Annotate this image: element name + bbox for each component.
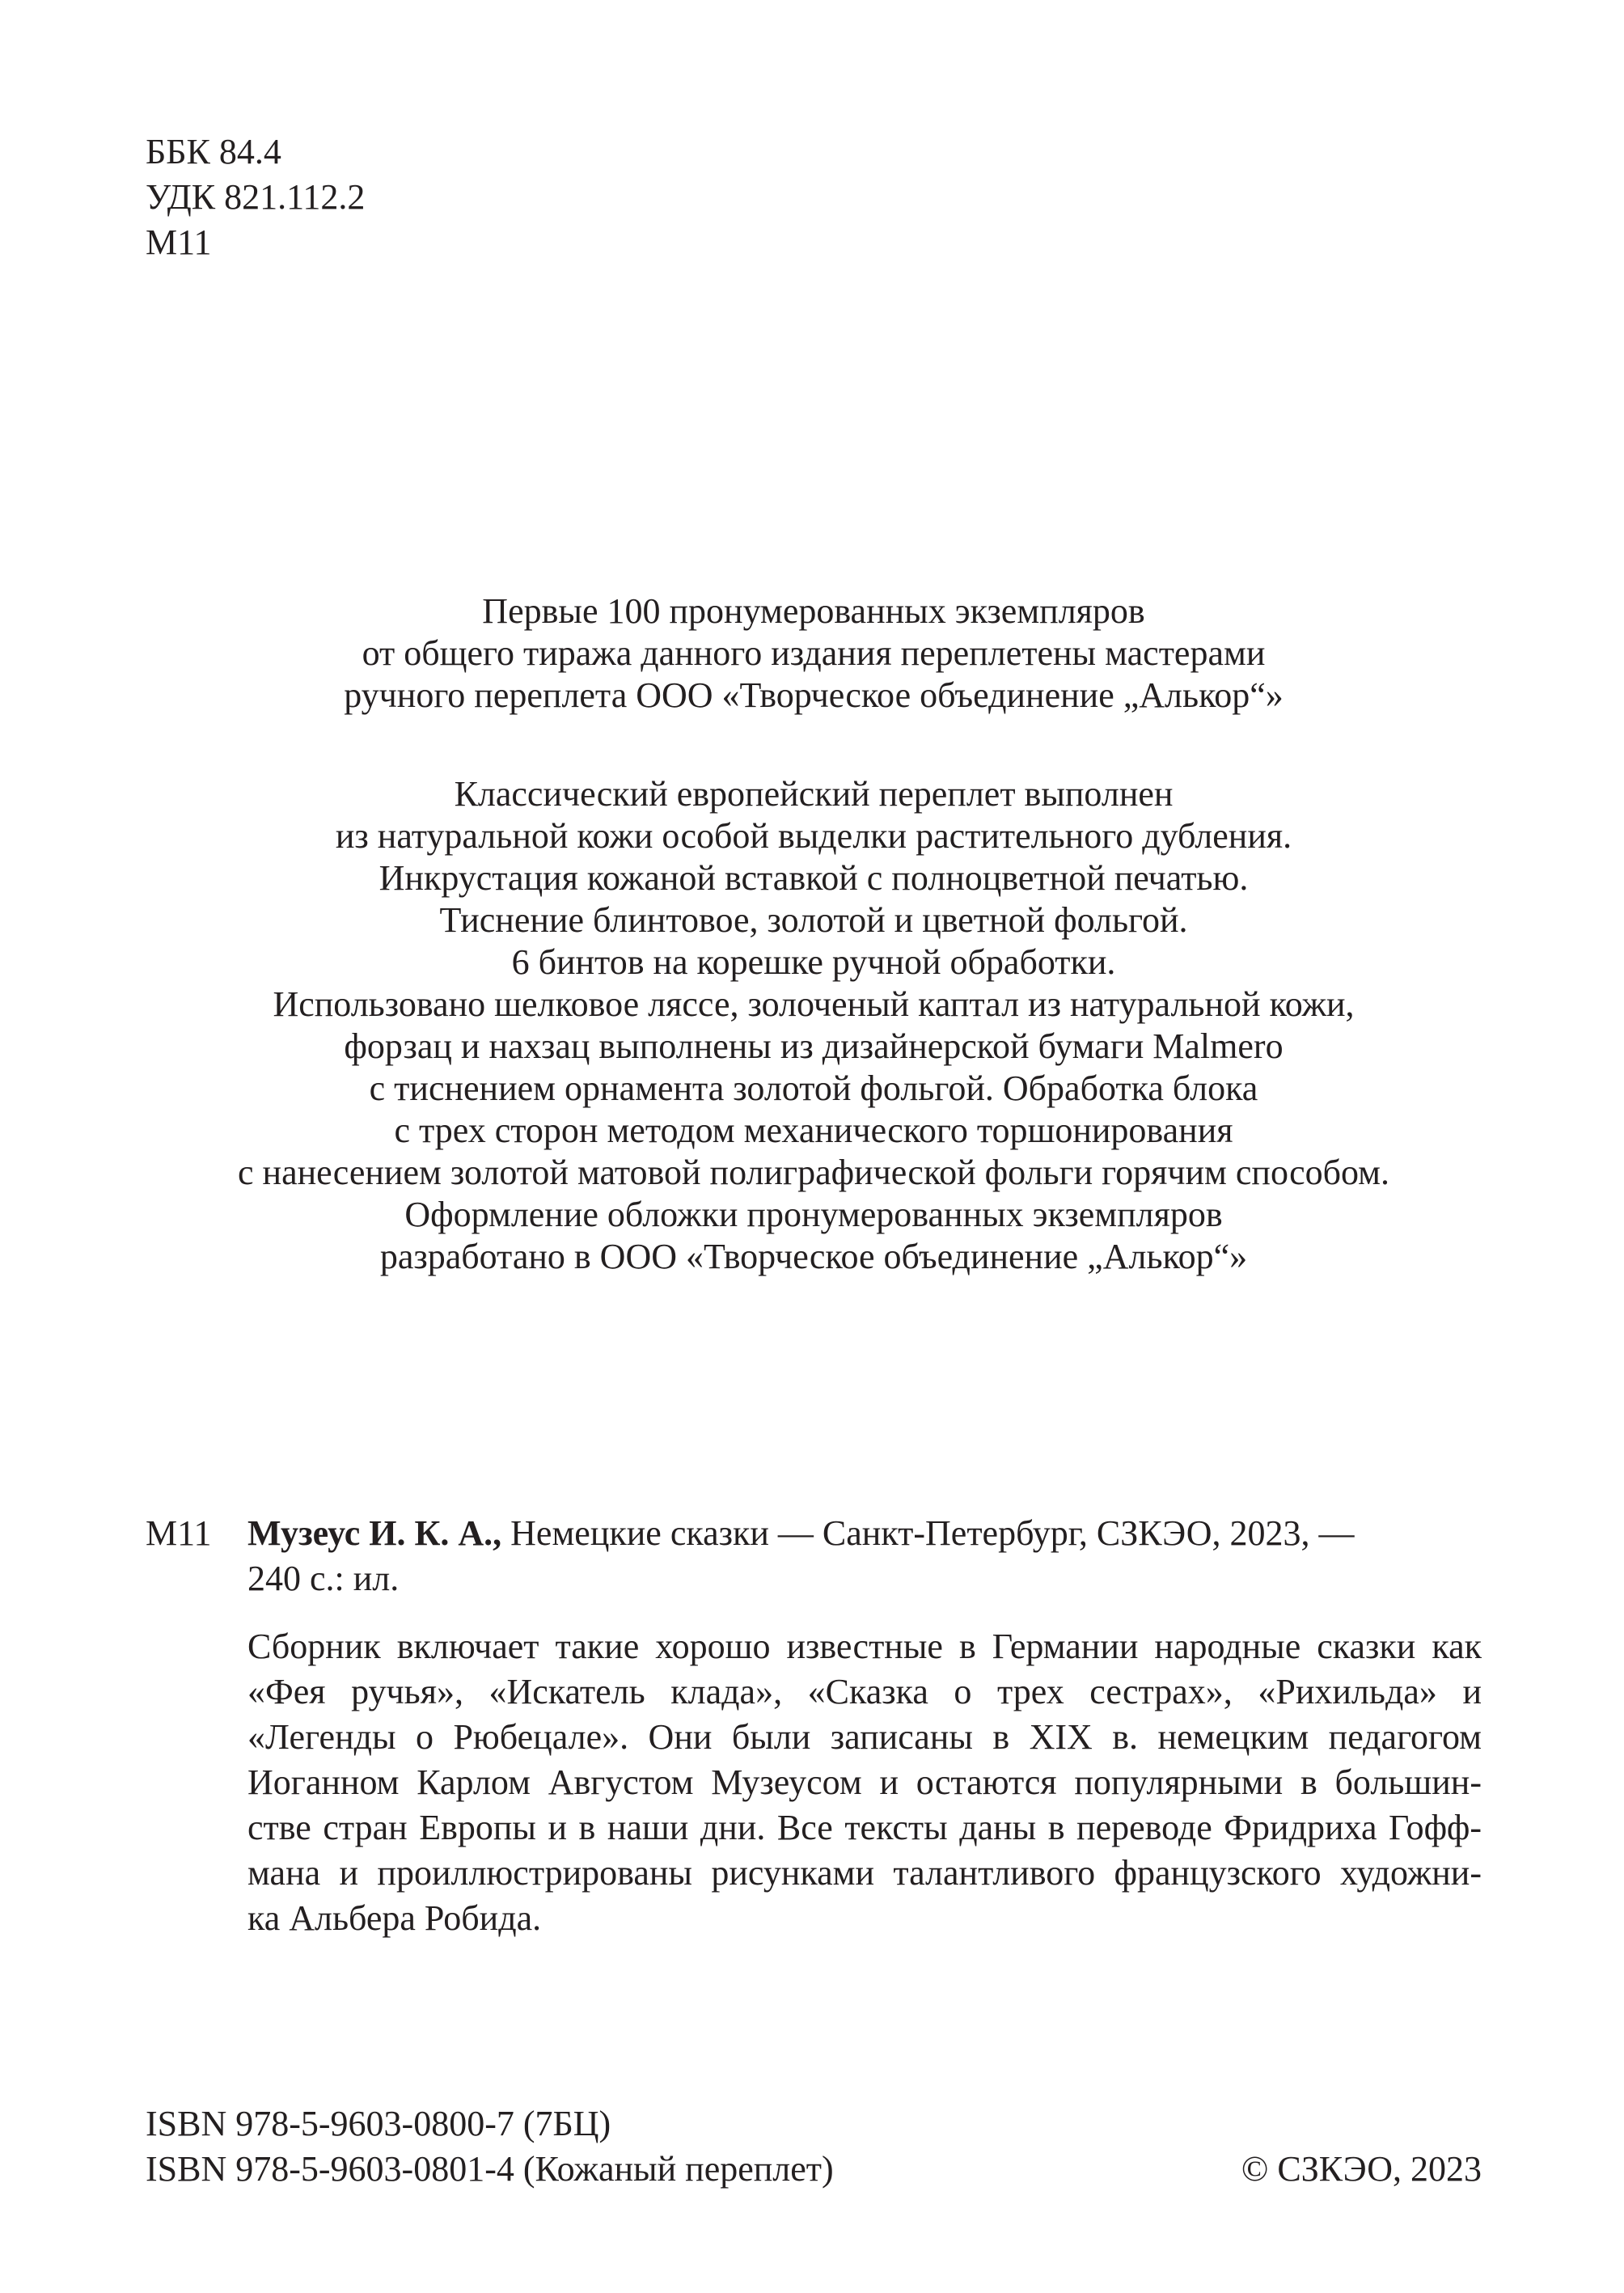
binding-line: Использовано шелковое ляссе, золоченый каптал из натуральной кожи, [273, 984, 1355, 1024]
page-count: 240 с.: ил. [247, 1559, 400, 1598]
binding-line: с тиснением орнамента золотой фольгой. Обработка блока [369, 1068, 1258, 1108]
binding-line: разработано в ООО «Творческое объединение „Алькор“» [379, 1237, 1248, 1276]
binding-line: Классический европейский переплет выполнен [454, 774, 1174, 814]
annotation-line: Сборник включает такие хорошо известные в Германии народные сказки как [247, 1627, 1482, 1666]
annotation-line: «Легенды о Рюбецале». Они были записаны в XIX в. немецким педагогом [247, 1717, 1482, 1757]
book-annotation [247, 1624, 1482, 1941]
author-sign-code: М11 [146, 222, 212, 262]
isbn-7bc: ISBN 978-5-9603-0800-7 (7БЦ) [146, 2104, 611, 2143]
binding-line: Тиснение блинтовое, золотой и цветной фольгой. [439, 900, 1188, 940]
annotation-line: ка Альбера Робида. [247, 1898, 542, 1938]
binding-line: из натуральной кожи особой выделки растительного дубления. [335, 816, 1292, 856]
note-line: ручного переплета ООО «Творческое объединение „Алькор“» [344, 675, 1284, 715]
bibliographic-line-1 [247, 1511, 1482, 1556]
classification-codes [146, 129, 365, 265]
isbn-block [146, 2101, 834, 2192]
annotation-line: Иоганном Карлом Августом Музеусом и остаются популярными в большин- [247, 1762, 1482, 1802]
title-publisher: Немецкие сказки — Санкт-Петербург, СЗКЭО, 2023, — [501, 1513, 1355, 1553]
catalog-code: М11 [146, 1513, 212, 1553]
catalog-entry [146, 1511, 1482, 1601]
annotation-line: стве стран Европы и в наши дни. Все тексты даны в переводе Фридриха Гофф- [247, 1808, 1482, 1847]
binding-line: с нанесением золотой матовой полиграфической фольги горячим способом. [238, 1153, 1389, 1192]
annotation-line: «Фея ручья», «Искатель клада», «Сказка о трех сестрах», «Рихильда» и [247, 1672, 1482, 1711]
binding-line: форзац и нахзац выполнены из дизайнерской бумаги Malmero [344, 1026, 1284, 1066]
numbered-copies-note [146, 590, 1482, 717]
author-name: Музеус И. К. А., [247, 1513, 502, 1553]
annotation-line: мана и проиллюстрированы рисунками талантливого французского художни- [247, 1853, 1482, 1893]
binding-line: 6 бинтов на корешке ручной обработки. [511, 942, 1116, 982]
binding-line: Оформление обложки пронумерованных экземпляров [404, 1195, 1223, 1234]
note-line: Первые 100 пронумерованных экземпляров [482, 591, 1145, 631]
bibliographic-record [247, 1511, 1482, 1601]
binding-line: Инкрустация кожаной вставкой с полноцветной печатью. [379, 858, 1249, 898]
note-line: от общего тиража данного издания переплетены мастерами [362, 633, 1266, 673]
copyright-notice: © СЗКЭО, 2023 [1241, 2149, 1482, 2189]
isbn-leather: ISBN 978-5-9603-0801-4 (Кожаный переплет) [146, 2149, 834, 2189]
binding-line: с трех сторон методом механического торшонирования [394, 1111, 1233, 1150]
binding-description [146, 773, 1482, 1278]
bbk-code: ББК 84.4 [146, 132, 281, 171]
udk-code: УДК 821.112.2 [146, 177, 366, 217]
